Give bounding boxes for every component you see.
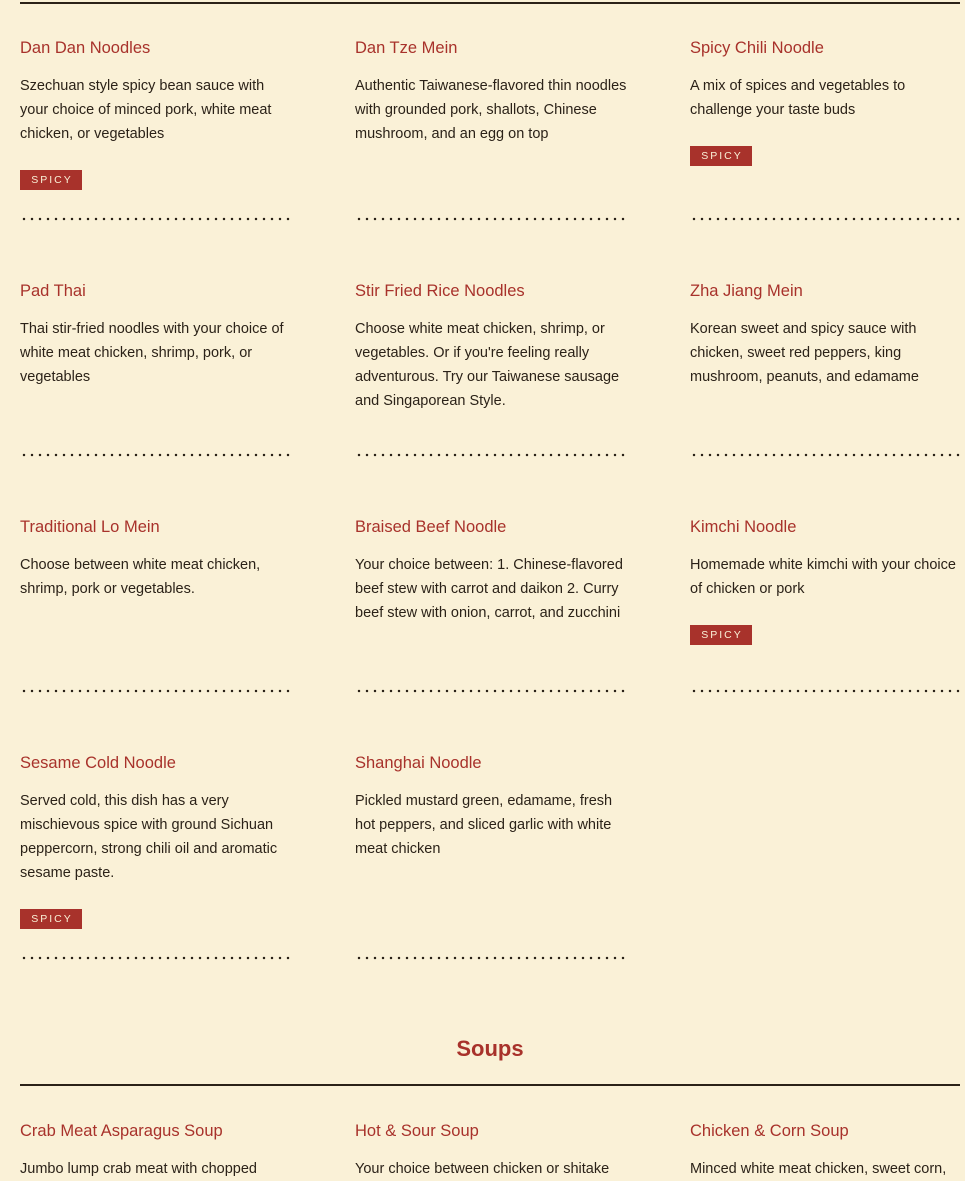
section-heading-soups: Soups: [456, 1036, 524, 1061]
item-description: Homemade white kimchi with your choice of chicken or pork: [690, 557, 956, 597]
item-description: Thai stir-fried noodles with your choice of white meat chicken, shrimp, pork, or vegetables: [20, 321, 284, 385]
item-title: Dan Tze Mein: [355, 39, 458, 57]
item-title: Crab Meat Asparagus Soup: [20, 1122, 223, 1140]
item-description: Your choice between chicken or shitake: [355, 1161, 610, 1177]
item-description: A mix of spices and vegetables to challenge your taste buds: [690, 78, 906, 118]
spicy-badge: SPICY: [20, 170, 82, 190]
dotted-divider: [355, 689, 625, 693]
section-divider: [20, 1084, 960, 1086]
item-description: Korean sweet and spicy sauce with chicken, sweet red peppers, king mushroom, peanuts, and edamame: [690, 321, 919, 385]
item-description: Choose between white meat chicken, shrimp, pork or vegetables.: [20, 557, 261, 597]
item-title: Hot & Sour Soup: [355, 1122, 479, 1140]
spicy-badge: SPICY: [690, 625, 752, 645]
dotted-divider: [355, 453, 625, 457]
item-title: Traditional Lo Mein: [20, 518, 160, 536]
top-divider: [20, 2, 960, 4]
item-title: Pad Thai: [20, 282, 86, 300]
item-title: Braised Beef Noodle: [355, 518, 507, 536]
item-title: Dan Dan Noodles: [20, 39, 151, 57]
item-description: Minced white meat chicken, sweet corn,: [690, 1161, 947, 1177]
item-title: Sesame Cold Noodle: [20, 754, 176, 772]
item-description: Your choice between: 1. Chinese-flavored beef stew with carrot and daikon 2. Curry beef stew with onion, carrot, and zucchini: [355, 557, 623, 621]
dotted-divider: [20, 956, 290, 960]
dotted-divider: [690, 689, 960, 693]
dotted-divider: [690, 453, 960, 457]
dotted-divider: [690, 217, 960, 221]
item-description: Choose white meat chicken, shrimp, or vegetables. Or if you're feeling really adventurous. Try our Taiwanese sausage and Singaporean Style.: [355, 321, 620, 409]
dotted-divider: [20, 217, 290, 221]
item-title: Shanghai Noodle: [355, 754, 482, 772]
item-description: Jumbo lump crab meat with chopped: [20, 1161, 257, 1177]
item-description: Authentic Taiwanese-flavored thin noodles with grounded pork, shallots, Chinese mushroom, and an egg on top: [355, 78, 627, 142]
dotted-divider: [355, 217, 625, 221]
item-title: Kimchi Noodle: [690, 518, 797, 536]
spicy-badge: SPICY: [690, 146, 752, 166]
dotted-divider: [20, 453, 290, 457]
item-title: Chicken & Corn Soup: [690, 1122, 849, 1140]
item-title: Stir Fried Rice Noodles: [355, 282, 525, 300]
item-description: Pickled mustard green, edamame, fresh hot peppers, and sliced garlic with white meat chicken: [355, 793, 613, 857]
item-title: Zha Jiang Mein: [690, 282, 803, 300]
spicy-badge: SPICY: [20, 909, 82, 929]
item-description: Szechuan style spicy bean sauce with your choice of minced pork, white meat chicken, or vegetables: [20, 78, 272, 142]
dotted-divider: [20, 689, 290, 693]
item-description: Served cold, this dish has a very mischievous spice with ground Sichuan peppercorn, strong chili oil and aromatic sesame paste.: [20, 793, 278, 881]
dotted-divider: [355, 956, 625, 960]
item-title: Spicy Chili Noodle: [690, 39, 824, 57]
